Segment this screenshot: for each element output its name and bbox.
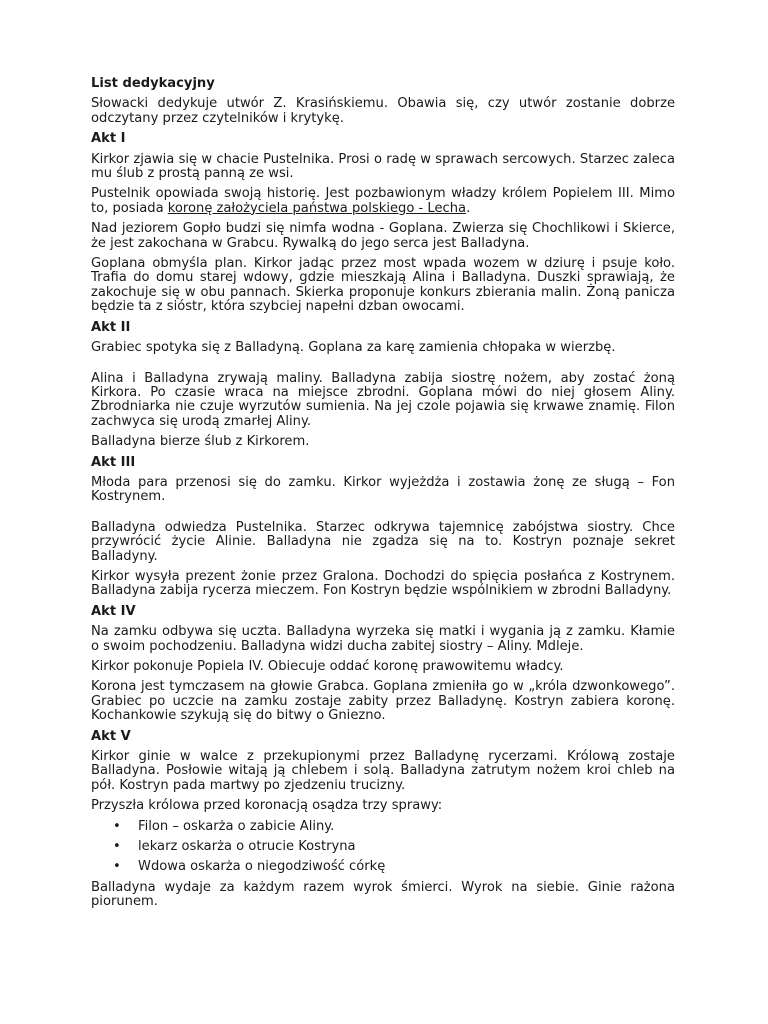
paragraph-act-1-3: Nad jeziorem Gopło budzi się nimfa wodna - Goplana. Zwierza się Chochlikowi i Skierce, że jest zakochana w Grabcu. Rywalką do jego serca jest Balladyna. [91,221,675,251]
cases-list [91,820,675,875]
heading-act-1: Akt I [91,131,126,147]
heading-act-2: Akt II [91,319,131,335]
paragraph-act-1-2-end: . [466,200,471,216]
paragraph-act-3-1: Młoda para przenosi się do zamku. Kirkor wyjeżdża i zostawia żonę ze sługą – Fon Kostrynem. [91,474,675,505]
bullet-marker: • [113,839,121,855]
paragraph-act-2-3: Balladyna bierze ślub z Kirkorem. [91,434,310,450]
paragraph-act-5-3: Balladyna wydaje za każdym razem wyrok śmierci. Wyrok na siebie. Ginie rażona piorunem. [91,879,675,910]
list-item-text: Filon – oskarża o zabicie Aliny. [138,818,335,834]
crown-link[interactable]: koronę założyciela państwa polskiego - Lecha [167,200,467,216]
paragraph-act-4-2: Kirkor pokonuje Popiela IV. Obiecuje oddać koronę prawowitemu władcy. [91,659,564,674]
paragraph-act-3-3: Kirkor wysyła prezent żonie przez Gralona. Dochodzi do spięcia posłańca z Kostrynem. Balladyna zabija rycerza mieczem. Fon Kostryn będzie wspólnikiem w zbrodni Balladyny. [91,568,675,599]
heading-act-4: Akt IV [91,603,136,619]
paragraph-act-4-1: Na zamku odbywa się uczta. Balladyna wyrzeka się matki i wygania ją z zamku. Kłamie o swoim pochodzeniu. Balladyna widzi ducha zabitej siostry – Aliny. Mdleje. [91,624,675,654]
list-item [91,840,675,854]
bullet-marker: • [113,859,121,875]
paragraph-act-1-2-text: Pustelnik opowiada swoją historię. Jest pozbawionym władzy królem Popielem III. Mimo to, posiada [91,186,675,216]
paragraph-act-1-2 [91,187,675,216]
paragraph-act-3-2: Balladyna odwiedza Pustelnika. Starzec odkrywa tajemnicę zabójstwa siostry. Chce przywrócić życie Alinie. Balladyna nie zgadza się na to. Kostryn poznaje sekret Balladyny. [91,519,675,564]
paragraph-act-5-2: Przyszła królowa przed koronacją osądza trzy sprawy: [91,798,443,814]
bullet-marker: • [113,818,121,834]
heading-act-3: Akt III [91,454,136,470]
list-item [91,860,675,874]
paragraph-act-2-1: Grabiec spotyka się z Balladyną. Goplana za karę zamienia chłopaka w wierzbę. [91,340,616,356]
paragraph-dedication: Słowacki dedykuje utwór Z. Krasińskiemu. Obawia się, czy utwór zostanie dobrze odczytany przez czytelników i krytykę. [91,96,675,126]
list-item-text: lekarz oskarża o otrucie Kostryna [138,839,356,855]
document-page [91,77,675,916]
paragraph-act-1-4: Goplana obmyśla plan. Kirkor jadąc przez most wpada wozem w dziurę i psuje koło. Trafia do domu starej wdowy, gdzie mieszkają Alina i Balladyna. Duszki sprawiają, że zakochuje się w obu pannach. Skierka proponuje konkurs zbierania malin. Żoną panicza będzie ta z sióstr, która szybciej napełni dzban owocami. [91,256,675,315]
paragraph-act-4-3: Korona jest tymczasem na głowie Grabca. Goplana zmieniła go w „króla dzwonkowego”. Grabiec po uczcie na zamku zostaje zabity przez Balladynę. Kostryn zabiera koronę. Kochankowie szykują się do bitwy o Gniezno. [91,679,675,724]
paragraph-act-5-1: Kirkor ginie w walce z przekupionymi przez Balladynę rycerzami. Królową zostaje Balladyna. Posłowie witają ją chlebem i solą. Balladyna zatrutym nożem kroi chleb na pół. Kostryn pada martwy po zjedzeniu trucizny. [91,749,675,793]
paragraph-act-2-2: Alina i Balladyna zrywają maliny. Balladyna zabija siostrę nożem, aby zostać żoną Kirkora. Po czasie wraca na miejsce zbrodni. Goplana mówi do niej głosem Aliny. Zbrodniarka nie czuje wyrzutów sumienia. Na jej czole pojawia się krwawe znamię. Filon zachwyca się urodą zmarłej Aliny. [91,370,675,429]
paragraph-act-1-1: Kirkor zjawia się w chacie Pustelnika. Prosi o radę w sprawach sercowych. Starzec zaleca mu ślub z prostą panną ze wsi. [91,151,675,182]
list-item-text: Wdowa oskarża o niegodziwość córkę [138,859,386,875]
heading-dedication: List dedykacyjny [91,76,215,91]
heading-act-5: Akt V [91,728,131,744]
list-item [91,820,675,834]
